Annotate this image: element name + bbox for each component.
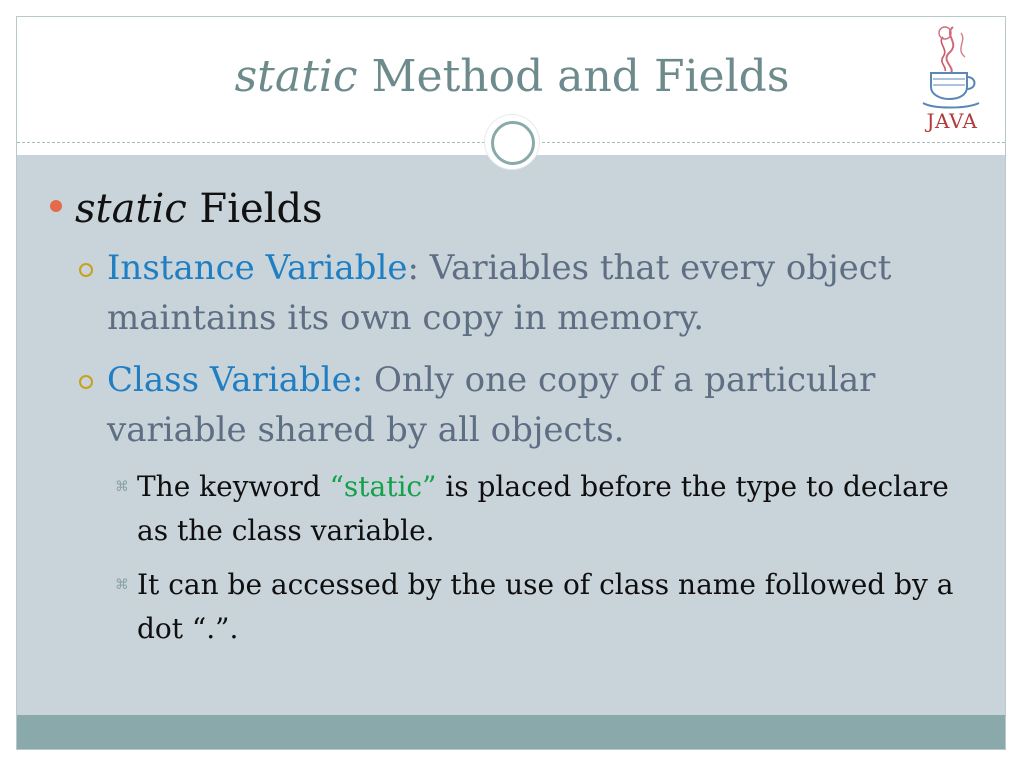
title-italic: static	[234, 51, 358, 102]
level3-bullet-icon: ⌘	[115, 577, 129, 593]
sub-item-1-before: The keyword	[137, 470, 330, 503]
java-logo-text: JAVA	[926, 109, 978, 133]
title-rest: Method and Fields	[357, 51, 790, 102]
list-item-class-variable	[107, 355, 977, 455]
sub-item-1-after: is placed before the type to declare as the class variable.	[137, 470, 949, 547]
list-item-instance-variable	[107, 243, 977, 343]
level1-bullet-icon	[50, 200, 62, 212]
instance-variable-term: Instance Variable	[107, 248, 408, 288]
sub-item-static-keyword	[137, 465, 977, 553]
instance-variable-desc: : Variables that every object maintains its own copy in memory.	[107, 248, 892, 338]
class-variable-desc: Only one copy of a particular variable shared by all objects.	[107, 360, 876, 450]
level3-bullet-icon: ⌘	[115, 479, 129, 495]
class-variable-term: Class Variable:	[107, 360, 364, 400]
level2-bullet-icon	[79, 263, 93, 277]
level1-rest: Fields	[186, 186, 323, 232]
sub-item-access: It can be accessed by the use of class name followed by a dot “.”.	[137, 568, 954, 645]
static-keyword: “static”	[329, 470, 437, 503]
slide-content	[17, 17, 1005, 749]
level2-bullet-icon	[79, 375, 93, 389]
level1-heading	[75, 185, 323, 233]
slide-frame	[16, 16, 1006, 750]
level1-italic: static	[75, 186, 187, 232]
